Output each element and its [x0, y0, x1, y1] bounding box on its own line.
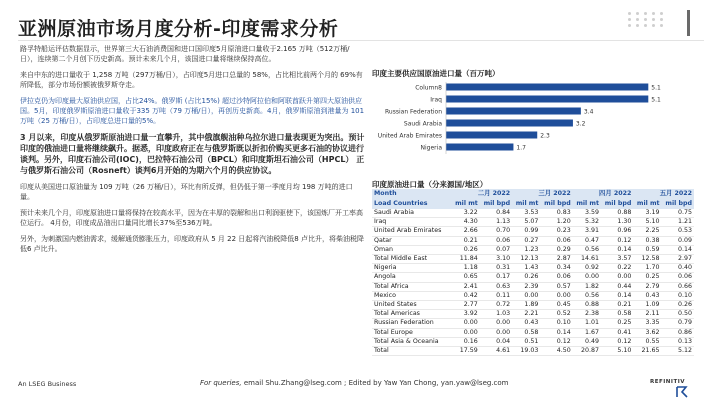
row-value: 0.11: [480, 291, 512, 300]
row-country: Saudi Arabia: [372, 209, 448, 218]
row-value: 0.14: [540, 328, 572, 337]
row-value: 0.51: [512, 337, 540, 346]
table-row: [372, 291, 694, 300]
row-value: 2.38: [573, 310, 601, 319]
row-value: 2.25: [633, 227, 661, 236]
row-value: 0.99: [512, 227, 540, 236]
row-value: 0.12: [601, 337, 633, 346]
row-value: 0.26: [512, 273, 540, 282]
row-country: Total Middle East: [372, 255, 448, 264]
table-title: 印度原油进口量（分来源国/地区）: [372, 180, 488, 189]
row-value: 0.00: [512, 291, 540, 300]
bar-value-label: 1.7: [516, 144, 526, 152]
row-value: 19.03: [512, 347, 540, 356]
row-value: 0.00: [452, 328, 480, 337]
table-row: [372, 218, 694, 227]
row-value: 0.65: [452, 273, 480, 282]
row-value: 0.50: [662, 310, 694, 319]
row-value: 1.01: [573, 319, 601, 328]
row-value: 17.59: [452, 347, 480, 356]
row-value: 0.53: [662, 227, 694, 236]
row-value: 0.26: [452, 245, 480, 254]
unit-header: mil bpd: [601, 199, 633, 209]
row-value: 1.13: [480, 218, 512, 227]
article-body: [20, 44, 365, 260]
footer-edited: ; Edited by Yaw Yan Chong, yan.yaw@lseg.com: [341, 379, 509, 387]
row-value: 4.30: [452, 218, 480, 227]
decorative-dot-grid: [628, 12, 665, 27]
supplier-bar-chart: [372, 80, 702, 160]
table-row: [372, 310, 694, 319]
paragraph-2: 来自中东的进口量收于 1,258 万吨（297万桶/日），占印度5月进口总量的 58%，占比相比前两个月的 69%有所降低，部分市场份额被俄罗斯夺走。: [20, 71, 363, 89]
row-value: 2.66: [452, 227, 480, 236]
bar-category-label: Russian Federation: [385, 108, 442, 116]
row-value: 0.14: [601, 291, 633, 300]
row-value: 0.84: [480, 209, 512, 218]
row-value: 0.43: [633, 291, 661, 300]
month-feb: 二月 2022: [452, 189, 513, 199]
unit-header: mil bpd: [480, 199, 512, 209]
row-country: Oman: [372, 245, 448, 254]
title-divider: [18, 40, 704, 41]
bar-category-label: Nigeria: [420, 144, 442, 152]
row-value: 0.38: [633, 236, 661, 245]
row-value: 2.41: [452, 282, 480, 291]
row-country: Total Asia & Oceania: [372, 337, 448, 346]
row-value: 0.83: [540, 209, 572, 218]
row-value: 1.18: [452, 264, 480, 273]
unit-header: mil mt: [633, 199, 661, 209]
row-value: 0.55: [633, 337, 661, 346]
bar-value-label: 5.1: [651, 84, 661, 92]
table-row: [372, 337, 694, 346]
row-value: 3.22: [452, 209, 480, 218]
row-value: 5.10: [633, 218, 661, 227]
row-value: 5.07: [512, 218, 540, 227]
row-value: 0.45: [540, 301, 572, 310]
row-value: 12.13: [512, 255, 540, 264]
row-value: 0.00: [573, 273, 601, 282]
row-value: 1.20: [540, 218, 572, 227]
row-value: 0.04: [480, 337, 512, 346]
row-value: 0.92: [573, 264, 601, 273]
row-value: 1.89: [512, 301, 540, 310]
row-value: 3.35: [633, 319, 661, 328]
table-row: [372, 264, 694, 273]
row-value: 0.27: [512, 236, 540, 245]
row-value: 0.72: [480, 301, 512, 310]
footer-contact: [200, 379, 509, 387]
refinitiv-logo-icon: [676, 386, 688, 398]
row-value: 0.23: [540, 227, 572, 236]
row-value: 0.56: [573, 291, 601, 300]
row-value: 0.58: [512, 328, 540, 337]
row-value: 0.00: [601, 273, 633, 282]
bar-mark: [446, 96, 648, 103]
row-value: 0.70: [480, 227, 512, 236]
row-value: 11.84: [452, 255, 480, 264]
row-value: 0.58: [601, 310, 633, 319]
row-value: 1.03: [480, 310, 512, 319]
bar-value-label: 2.3: [540, 132, 550, 140]
row-value: 0.56: [573, 245, 601, 254]
load-countries-header: Load Countries: [372, 199, 448, 209]
row-value: 1.30: [601, 218, 633, 227]
row-value: 0.41: [601, 328, 633, 337]
bar-value-label: 3.4: [583, 108, 594, 116]
row-value: 0.43: [512, 319, 540, 328]
row-value: 1.43: [512, 264, 540, 273]
table-row: [372, 319, 694, 328]
refinitiv-brand: REFINITIV: [650, 379, 685, 385]
bar-value-label: 3.2: [575, 120, 586, 128]
table-row: [372, 273, 694, 282]
table-row: [372, 328, 694, 337]
unit-header: mil mt: [452, 199, 480, 209]
row-value: 3.10: [480, 255, 512, 264]
row-country: Russian Federation: [372, 319, 448, 328]
bar-mark: [446, 84, 648, 91]
row-value: 2.11: [633, 310, 661, 319]
row-value: 20.87: [573, 347, 601, 356]
row-value: 0.86: [662, 328, 694, 337]
table-row: [372, 301, 694, 310]
paragraph-5: 印度从美国进口原油量为 109 万吨（26 万桶/日），环比有所反弹，但仍低于第一季度月均 198 万吨的进口量。: [20, 183, 353, 201]
row-value: 0.42: [452, 291, 480, 300]
row-value: 0.14: [601, 245, 633, 254]
row-value: 0.09: [662, 236, 694, 245]
table-row: [372, 347, 694, 356]
row-value: 0.88: [601, 209, 633, 218]
row-value: 5.10: [601, 347, 633, 356]
row-country: Nigeria: [372, 264, 448, 273]
row-value: 12.58: [633, 255, 661, 264]
row-value: 2.21: [512, 310, 540, 319]
row-value: 2.39: [512, 282, 540, 291]
row-value: 0.34: [540, 264, 572, 273]
row-value: 0.07: [480, 245, 512, 254]
row-value: 0.47: [573, 236, 601, 245]
unit-header: mil bpd: [540, 199, 572, 209]
month-header: Month: [372, 189, 448, 199]
row-value: 0.17: [480, 273, 512, 282]
paragraph-3: 伊拉克仍为印度最大原油供应国，占比24%。俄罗斯 (占比15%) 超过沙特阿拉伯和阿联酋跃升第四大原油供应国。5月，印度俄罗斯原油进口量收于335 万吨（79 万桶/日），再创历史新高。4月，俄罗斯原油到港量为 101 万吨（25 万桶/日），占印度总进口量的5%。: [20, 97, 365, 125]
row-value: 0.00: [480, 328, 512, 337]
bar-mark: [446, 108, 581, 115]
row-value: 0.00: [540, 291, 572, 300]
row-value: 21.65: [633, 347, 661, 356]
row-value: 0.59: [633, 245, 661, 254]
table-row: [372, 245, 694, 254]
row-value: 3.92: [452, 310, 480, 319]
row-value: 3.57: [601, 255, 633, 264]
row-value: 3.62: [633, 328, 661, 337]
row-value: 0.14: [662, 245, 694, 254]
table-row: [372, 209, 694, 218]
bar-mark: [446, 132, 537, 139]
row-value: 0.40: [662, 264, 694, 273]
row-value: 0.13: [662, 337, 694, 346]
row-value: 1.21: [662, 218, 694, 227]
bar-category-label: United Arab Emirates: [377, 132, 442, 140]
row-value: 3.59: [573, 209, 601, 218]
row-value: 0.00: [452, 319, 480, 328]
row-value: 0.25: [633, 273, 661, 282]
month-apr: 四月 2022: [573, 189, 634, 199]
row-value: 0.44: [601, 282, 633, 291]
row-value: 0.22: [601, 264, 633, 273]
row-value: 2.97: [662, 255, 694, 264]
row-value: 2.77: [452, 301, 480, 310]
row-value: 3.53: [512, 209, 540, 218]
row-value: 4.50: [540, 347, 572, 356]
row-value: 1.23: [512, 245, 540, 254]
row-value: 0.66: [662, 282, 694, 291]
row-value: 0.06: [480, 236, 512, 245]
row-value: 1.67: [573, 328, 601, 337]
row-value: 0.75: [662, 209, 694, 218]
month-mar: 三月 2022: [512, 189, 573, 199]
row-value: 0.06: [540, 236, 572, 245]
row-value: 0.96: [601, 227, 633, 236]
row-country: United States: [372, 301, 448, 310]
unit-header: mil mt: [573, 199, 601, 209]
row-value: 3.91: [573, 227, 601, 236]
row-country: Total Americas: [372, 310, 448, 319]
row-value: 3.19: [633, 209, 661, 218]
row-value: 0.52: [540, 310, 572, 319]
paragraph-7: 另外，为刺激国内燃油需求，缓解通货膨胀压力，印度政府从 5 月 22 日起将汽油税降低8 卢比升，将柴油税降低6 卢比升。: [20, 235, 364, 253]
table-row: [372, 227, 694, 236]
row-country: Iraq: [372, 218, 448, 227]
table-row: [372, 282, 694, 291]
footer-queries-prefix: For queries,: [200, 379, 244, 387]
row-value: 0.10: [662, 291, 694, 300]
bar-value-label: 5.1: [651, 96, 661, 104]
table-row: [372, 236, 694, 245]
row-country: Total Africa: [372, 282, 448, 291]
page-title: 亚洲原油市场月度分析-印度需求分析: [18, 18, 339, 40]
row-value: 0.29: [540, 245, 572, 254]
row-value: 0.00: [480, 319, 512, 328]
row-value: 0.79: [662, 319, 694, 328]
row-value: 0.12: [601, 236, 633, 245]
bar-mark: [446, 120, 573, 127]
footer-lseg: An LSEG Business: [18, 380, 77, 388]
paragraph-6: 预计未来几个月，印度原油进口量将保持在较高水平，因为在丰厚的裂解和出口利润驱使下，该国炼厂开工率高位运行。 4月份，印度成品油出口量同比增长37%至536万吨。: [20, 209, 363, 227]
page-marker: [687, 10, 690, 36]
row-value: 0.88: [573, 301, 601, 310]
footer-email-link[interactable]: email Shu.Zhang@lseg.com: [243, 379, 342, 387]
paragraph-4: 3 月以来，印度从俄罗斯原油进口量一直攀升，其中俄旗舰油种乌拉尔进口量表现更为突出。预计印度的俄油进口量将继续飙升。据悉，印度政府正在与俄罗斯既以折扣价购买更多石油的协议进行谈判。另外，印度石油公司(IOC)，巴拉特石油公司（BPCL）和印度斯坦石油公司（HPCL） 正与俄罗斯石油公司（Rosneft）谈判6月开始的为期六个月的供应协议。: [20, 133, 365, 175]
row-value: 0.25: [601, 319, 633, 328]
row-value: 14.61: [573, 255, 601, 264]
row-value: 1.09: [633, 301, 661, 310]
row-value: 0.10: [540, 319, 572, 328]
row-country: United Arab Emirates: [372, 227, 448, 236]
row-value: 0.16: [452, 337, 480, 346]
paragraph-1: 路孚特船运评估数据显示，世界第三大石油消费国和进口国印度5月原油进口量收于2.165 万吨（512万桶/日），连续第二个月创下历史新高。预计未来几个月，该国进口量将继续保持高位。: [20, 45, 350, 63]
bar-category-label: Column8: [415, 84, 442, 92]
bar-category-label: Saudi Arabia: [403, 120, 442, 128]
row-value: 2.87: [540, 255, 572, 264]
row-country: Angola: [372, 273, 448, 282]
chart-title: 印度主要供应国原油进口量（百万吨）: [372, 69, 500, 78]
row-value: 0.06: [662, 273, 694, 282]
row-country: Total: [372, 347, 448, 356]
row-value: 0.63: [480, 282, 512, 291]
bar-mark: [446, 144, 513, 151]
unit-header: mil bpd: [662, 199, 694, 209]
row-value: 0.57: [540, 282, 572, 291]
row-value: 0.49: [573, 337, 601, 346]
unit-header: mil mt: [512, 199, 540, 209]
bar-category-label: Iraq: [430, 96, 442, 104]
row-value: 1.82: [573, 282, 601, 291]
row-value: 2.79: [633, 282, 661, 291]
row-value: 1.70: [633, 264, 661, 273]
month-may: 五月 2022: [633, 189, 694, 199]
row-country: Mexico: [372, 291, 448, 300]
row-value: 4.61: [480, 347, 512, 356]
row-value: 0.21: [452, 236, 480, 245]
row-value: 0.12: [540, 337, 572, 346]
row-value: 0.26: [662, 301, 694, 310]
imports-table: [372, 189, 694, 356]
table-row: [372, 255, 694, 264]
row-value: 0.06: [540, 273, 572, 282]
row-country: Total Europe: [372, 328, 448, 337]
row-value: 5.12: [662, 347, 694, 356]
row-value: 5.32: [573, 218, 601, 227]
row-value: 0.21: [601, 301, 633, 310]
row-value: 0.31: [480, 264, 512, 273]
row-country: Qatar: [372, 236, 448, 245]
